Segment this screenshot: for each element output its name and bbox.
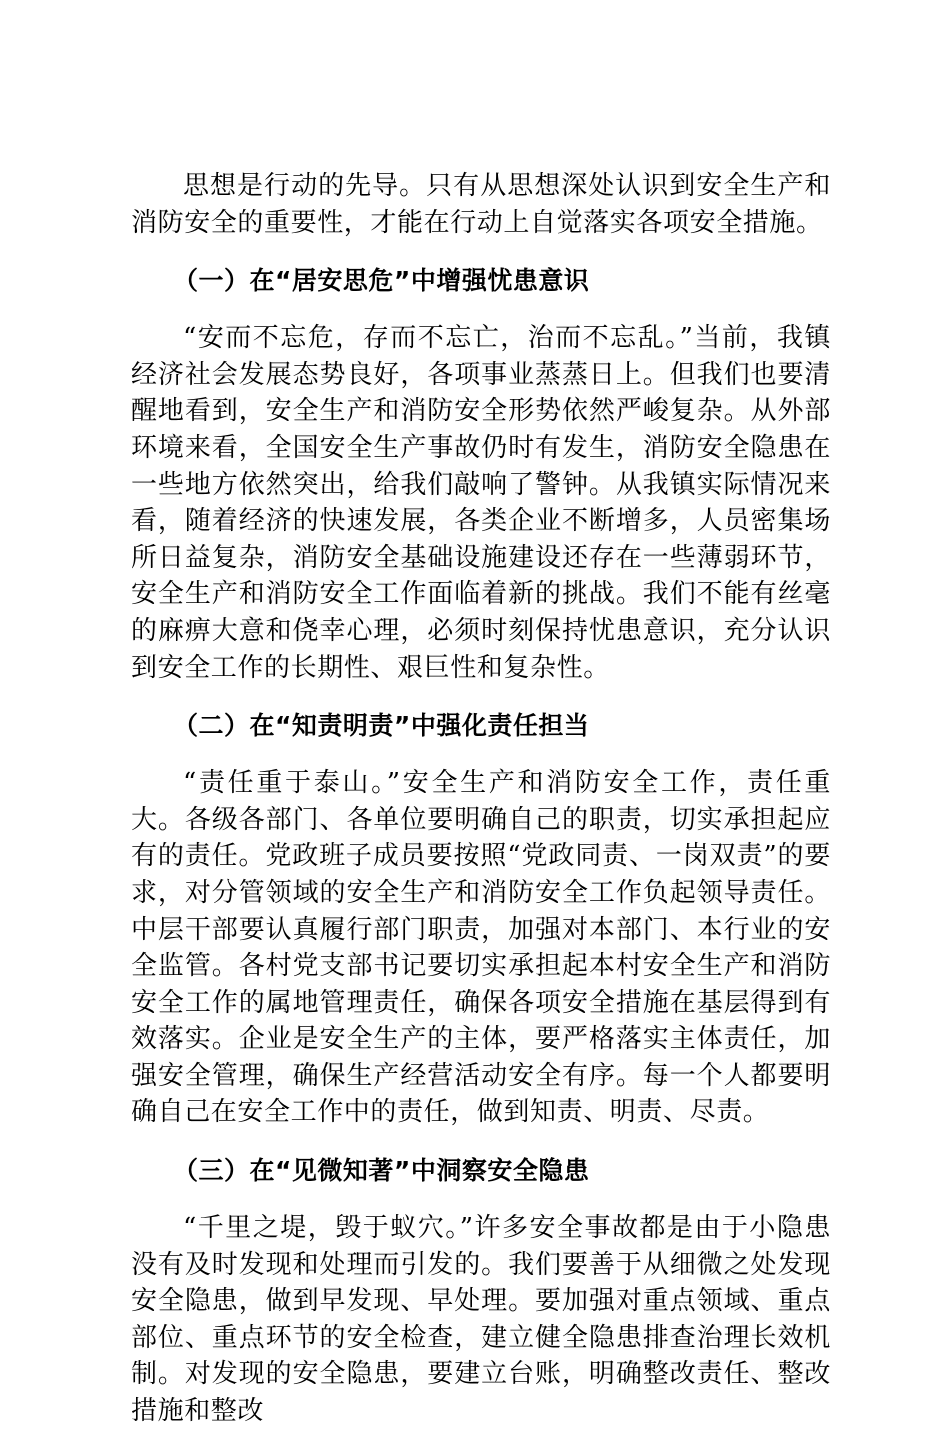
- section-3-heading: （三）在“见微知著”中洞察安全隐患: [173, 1156, 590, 1186]
- section-2-paragraph: “责任重于泰山。”安全生产和消防安全工作，责任重大。各级各部门、各单位要明确自己的职责，切实承担起应有的责任。党政班子成员要按照“党政同责、一岗双责”的要求，对分管领域的安全生产和消防安全工作负起领导责任。中层干部要认真履行部门职责，加强对本部门、本行业的安全监管。各村党支部书记要切实承担起本村安全生产和消防安全工作的属地管理责任，确保各项安全措施在基层得到有效落实。企业是安全生产的主体，要严格落实主体责任，加强安全管理，确保生产经营活动安全有序。每一个人都要明确自己在安全工作中的责任，做到知责、明责、尽责。: [131, 768, 831, 1128]
- section-2-heading: （二）在“知责明责”中强化责任担当: [173, 711, 590, 741]
- spacer: [131, 1131, 831, 1153]
- spacer: [131, 299, 831, 320]
- spacer: [131, 241, 831, 263]
- section-3-paragraph: “千里之堤，毁于蚁穴。”许多安全事故都是由于小隐患没有及时发现和处理而引发的。我们要善于从细微之处发现安全隐患，做到早发现、早处理。要加强对重点领域、重点部位、重点环节的安全检查，建立健全隐患排查治理长效机制。对发现的安全隐患，要建立台账，明确整改责任、整改措施和整改: [131, 1213, 831, 1427]
- document-page: [131, 168, 831, 1430]
- section-1-heading: （一）在“居安思危”中增强忧患意识: [173, 266, 590, 296]
- spacer: [131, 686, 831, 708]
- spacer: [131, 1189, 831, 1210]
- intro-paragraph: 思想是行动的先导。只有从思想深处认识到安全生产和消防安全的重要性，才能在行动上自觉落实各项安全措施。: [131, 171, 831, 238]
- section-1-paragraph: “安而不忘危，存而不忘亡，治而不忘乱。”当前，我镇经济社会发展态势良好，各项事业蒸蒸日上。但我们也要清醒地看到，安全生产和消防安全形势依然严峻复杂。从外部环境来看，全国安全生产事故仍时有发生，消防安全隐患在一些地方依然突出，给我们敲响了警钟。从我镇实际情况来看，随着经济的快速发展，各类企业不断增多，人员密集场所日益复杂，消防安全基础设施建设还存在一些薄弱环节，安全生产和消防安全工作面临着新的挑战。我们不能有丝毫的麻痹大意和侥幸心理，必须时刻保持忧患意识，充分认识到安全工作的长期性、艰巨性和复杂性。: [131, 323, 831, 683]
- spacer: [131, 744, 831, 765]
